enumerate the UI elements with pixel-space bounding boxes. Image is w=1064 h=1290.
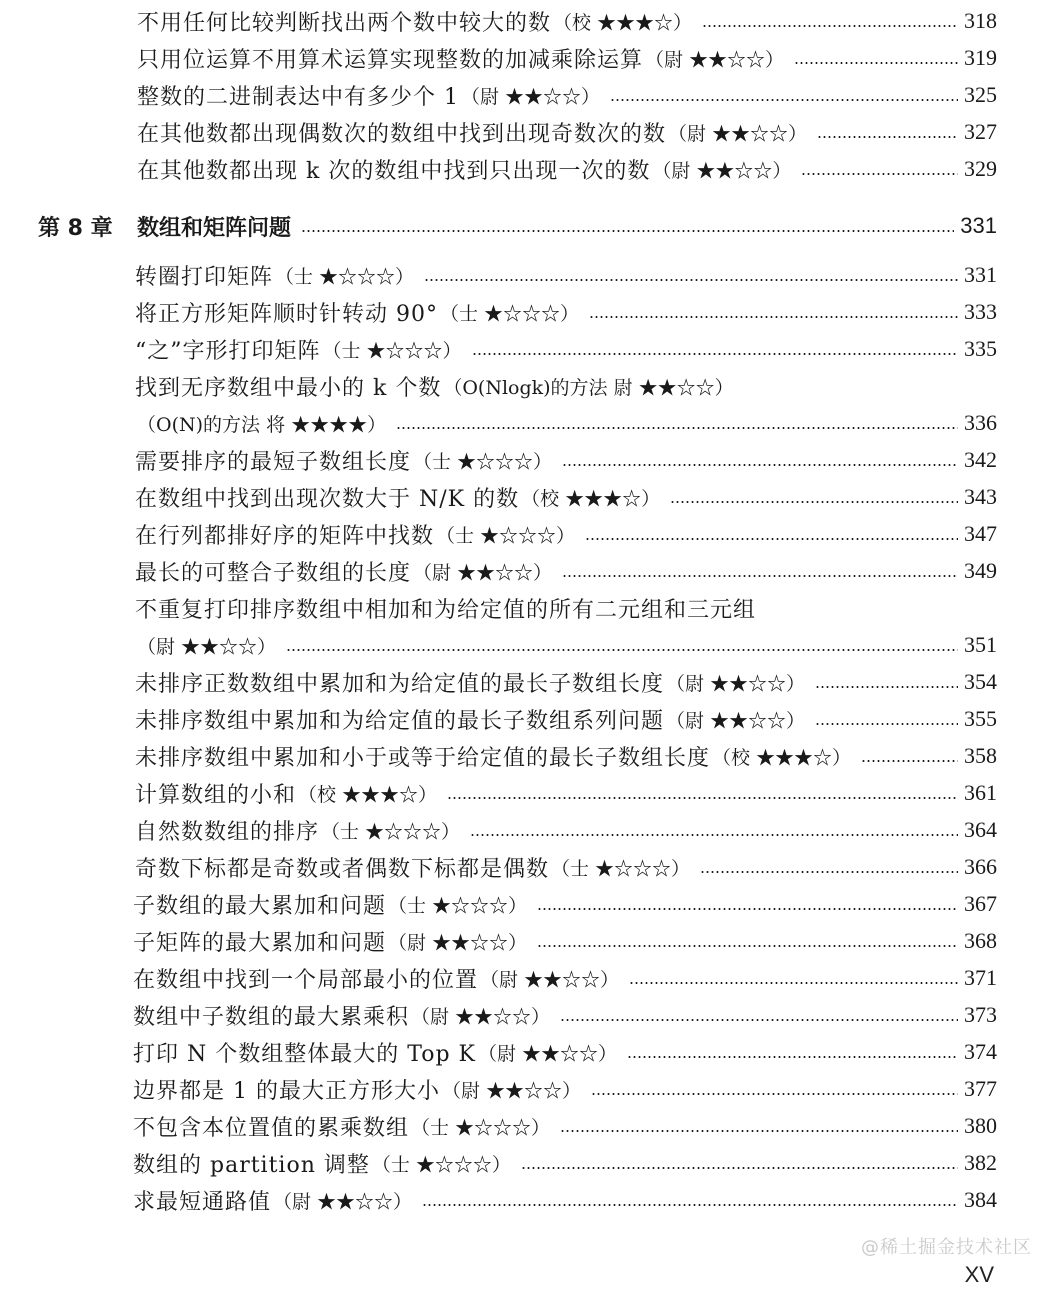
page-number: 336 [964,410,997,435]
toc-entry[interactable] [137,4,997,38]
entry-title: 找到无序数组中最小的 k 个数 [135,375,442,401]
dot-leader [562,464,958,466]
toc-entry[interactable] [135,665,997,699]
entry-title: 自然数数组的排序 [135,819,320,845]
difficulty-rating: （士 ★☆☆☆） [413,450,553,473]
page-number: 355 [964,706,997,731]
page-number: 380 [964,1113,997,1138]
page-number: 349 [964,558,997,583]
page-number: 327 [964,119,997,144]
entry-title: 在其他数都出现偶数次的数组中找到出现奇数次的数 [137,121,667,147]
page-number: 373 [964,1002,997,1027]
dot-leader [286,649,958,651]
toc-entry[interactable] [137,41,997,75]
toc-entry[interactable] [135,554,997,588]
entry-title: 不包含本位置值的累乘数组 [133,1115,410,1141]
page-number: 354 [964,669,997,694]
page-number: 358 [964,743,997,768]
entry-title: “之”字形打印矩阵 [135,338,321,364]
difficulty-rating: （尉 ★★☆☆） [388,931,528,954]
dot-leader [560,1130,958,1132]
chapter-heading[interactable] [137,209,997,243]
difficulty-rating: （士 ★☆☆☆） [411,1116,551,1139]
difficulty-rating: （尉 ★★☆☆） [666,672,806,695]
toc-entry[interactable] [135,295,997,329]
dot-leader [817,136,958,138]
entry-title: 只用位运算不用算术运算实现整数的加减乘除运算 [137,47,644,73]
page-number: 335 [964,336,997,361]
toc-entry[interactable] [133,1146,997,1180]
page-number: 333 [964,299,997,324]
page-number: 368 [964,928,997,953]
chapter-label: 第 8 章 [38,216,113,241]
toc-entry[interactable] [133,961,997,995]
entry-title: 奇数下标都是奇数或者偶数下标都是偶数 [135,856,550,882]
difficulty-rating: （尉 ★★☆☆） [477,1042,617,1065]
entry-title: 未排序正数数组中累加和为给定值的最长子数组长度 [135,671,665,697]
toc-entry[interactable] [137,78,997,112]
difficulty-rating: （尉 ★★☆☆） [668,122,808,145]
toc-entry[interactable] [133,1035,997,1069]
dot-leader [472,353,958,355]
entry-title: 未排序数组中累加和为给定值的最长子数组系列问题 [135,708,665,734]
dot-leader [562,575,958,577]
difficulty-rating: （尉 ★★☆☆） [413,561,553,584]
difficulty-rating: （O(N)的方法 将 ★★★★） [137,413,387,436]
page-number: 319 [964,45,997,70]
page-number: 351 [964,632,997,657]
difficulty-rating: （尉 ★★☆☆） [411,1005,551,1028]
dot-leader [585,538,958,540]
page-number: 371 [964,965,997,990]
entry-title: 在数组中找到一个局部最小的位置 [133,967,479,993]
toc-entry[interactable] [135,517,997,551]
page-number: 374 [964,1039,997,1064]
difficulty-rating: （尉 ★★☆☆） [480,968,620,991]
entry-title: 不重复打印排序数组中相加和为给定值的所有二元组和三元组 [135,597,757,623]
difficulty-rating: （尉 ★★☆☆） [645,48,785,71]
toc-entry[interactable] [133,887,997,921]
dot-leader [670,501,958,503]
dot-leader [591,1093,958,1095]
difficulty-rating: （士 ★☆☆☆） [388,894,528,917]
difficulty-rating: （校 ★★★☆） [521,487,661,510]
toc-entry[interactable] [135,850,997,884]
page-number: 361 [964,780,997,805]
difficulty-rating: （士 ★☆☆☆） [440,302,580,325]
difficulty-rating: （士 ★☆☆☆） [275,265,415,288]
entry-title: 最长的可整合子数组的长度 [135,560,412,586]
dot-leader [301,230,954,232]
dot-leader [424,279,958,281]
dot-leader [610,99,958,101]
toc-entry[interactable] [135,739,997,773]
toc-entry[interactable] [137,115,997,149]
toc-entry[interactable] [133,998,997,1032]
page-number: 329 [964,156,997,181]
dot-leader [447,797,958,799]
page-number: 318 [964,8,997,33]
entry-title: 整数的二进制表达中有多少个 1 [137,84,459,110]
page-number: 342 [964,447,997,472]
dot-leader [589,316,958,318]
difficulty-rating: （尉 ★★☆☆） [441,1079,582,1102]
page-number: 331 [960,213,997,238]
toc-entry[interactable] [135,258,997,292]
difficulty-rating: （尉 ★★☆☆） [666,709,806,732]
toc-entry[interactable] [135,443,997,477]
difficulty-rating: （尉 ★★☆☆） [273,1190,413,1213]
entry-title: 在行列都排好序的矩阵中找数 [135,523,435,549]
difficulty-rating: （士 ★☆☆☆） [551,857,691,880]
difficulty-rating: （校 ★★★☆） [712,746,852,769]
dot-leader [794,62,958,64]
watermark: @稀土掘金技术社区 [861,1237,1032,1258]
toc-entry[interactable] [133,924,997,958]
dot-leader [560,1019,958,1021]
toc-entry[interactable] [135,702,997,736]
entry-title: 转圈打印矩阵 [135,264,274,290]
entry-title: 需要排序的最短子数组长度 [135,449,412,475]
chapter-title: 数组和矩阵问题 [137,215,292,241]
page-number: 384 [964,1187,997,1212]
entry-title: 求最短通路值 [133,1189,272,1215]
page-number: 325 [964,82,997,107]
entry-title: 计算数组的小和 [135,782,297,808]
toc-entry[interactable] [133,1183,997,1217]
entry-title: 在数组中找到出现次数大于 N/K 的数 [135,486,520,512]
dot-leader [801,173,958,175]
page-number: 331 [964,262,997,287]
page-number: 364 [964,817,997,842]
dot-leader [396,427,958,429]
dot-leader [627,1056,958,1058]
page-number: 343 [964,484,997,509]
dot-leader [815,686,958,688]
page-number: 377 [964,1076,997,1101]
page-folio: XV [964,1262,994,1287]
entry-title: 不用任何比较判断找出两个数中较大的数 [137,10,552,36]
page-number: 367 [964,891,997,916]
dot-leader [537,908,958,910]
difficulty-rating: （士 ★☆☆☆） [322,339,462,362]
page-number: 347 [964,521,997,546]
toc-entry[interactable] [133,1072,997,1106]
dot-leader [815,723,958,725]
entry-title: 在其他数都出现 k 次的数组中找到只出现一次的数 [137,158,651,184]
entry-title: 打印 N 个数组整体最大的 Top K [133,1041,476,1067]
page-number: 366 [964,854,997,879]
entry-title: 边界都是 1 的最大正方形大小 [133,1078,440,1104]
toc-entry[interactable] [135,480,997,514]
dot-leader [521,1167,958,1169]
entry-title: 未排序数组中累加和小于或等于给定值的最长子数组长度 [135,745,711,771]
toc-entry[interactable] [135,813,997,847]
entry-title: 将正方形矩阵顺时针转动 90° [135,301,438,327]
dot-leader [700,871,958,873]
toc-entry[interactable] [137,152,997,186]
toc-entry[interactable] [135,332,997,366]
entry-title: 子数组的最大累加和问题 [133,893,387,919]
dot-leader [702,25,958,27]
difficulty-rating: （士 ★☆☆☆） [321,820,461,843]
toc-entry-continuation[interactable] [135,406,997,440]
toc-entry[interactable] [135,369,997,403]
difficulty-rating: （士 ★☆☆☆） [371,1153,511,1176]
toc-entry[interactable] [135,591,997,625]
difficulty-rating: （士 ★☆☆☆） [436,524,576,547]
toc-entry[interactable] [133,1109,997,1143]
page-number: 382 [964,1150,997,1175]
difficulty-rating: （尉 ★★☆☆） [137,635,277,658]
entry-title: 数组的 partition 调整 [133,1152,370,1178]
dot-leader [629,982,958,984]
entry-title: 数组中子数组的最大累乘积 [133,1004,410,1030]
dot-leader [422,1204,958,1206]
dot-leader [861,760,958,762]
difficulty-rating: （O(Nlogk)的方法 尉 ★★☆☆） [443,376,734,399]
dot-leader [470,834,958,836]
entry-title: 子矩阵的最大累加和问题 [133,930,387,956]
difficulty-rating: （尉 ★★☆☆） [461,85,601,108]
toc-entry-continuation[interactable] [135,628,997,662]
dot-leader [537,945,958,947]
difficulty-rating: （尉 ★★☆☆） [652,159,792,182]
difficulty-rating: （校 ★★★☆） [298,783,438,806]
difficulty-rating: （校 ★★★☆） [553,11,693,34]
toc-entry[interactable] [135,776,997,810]
